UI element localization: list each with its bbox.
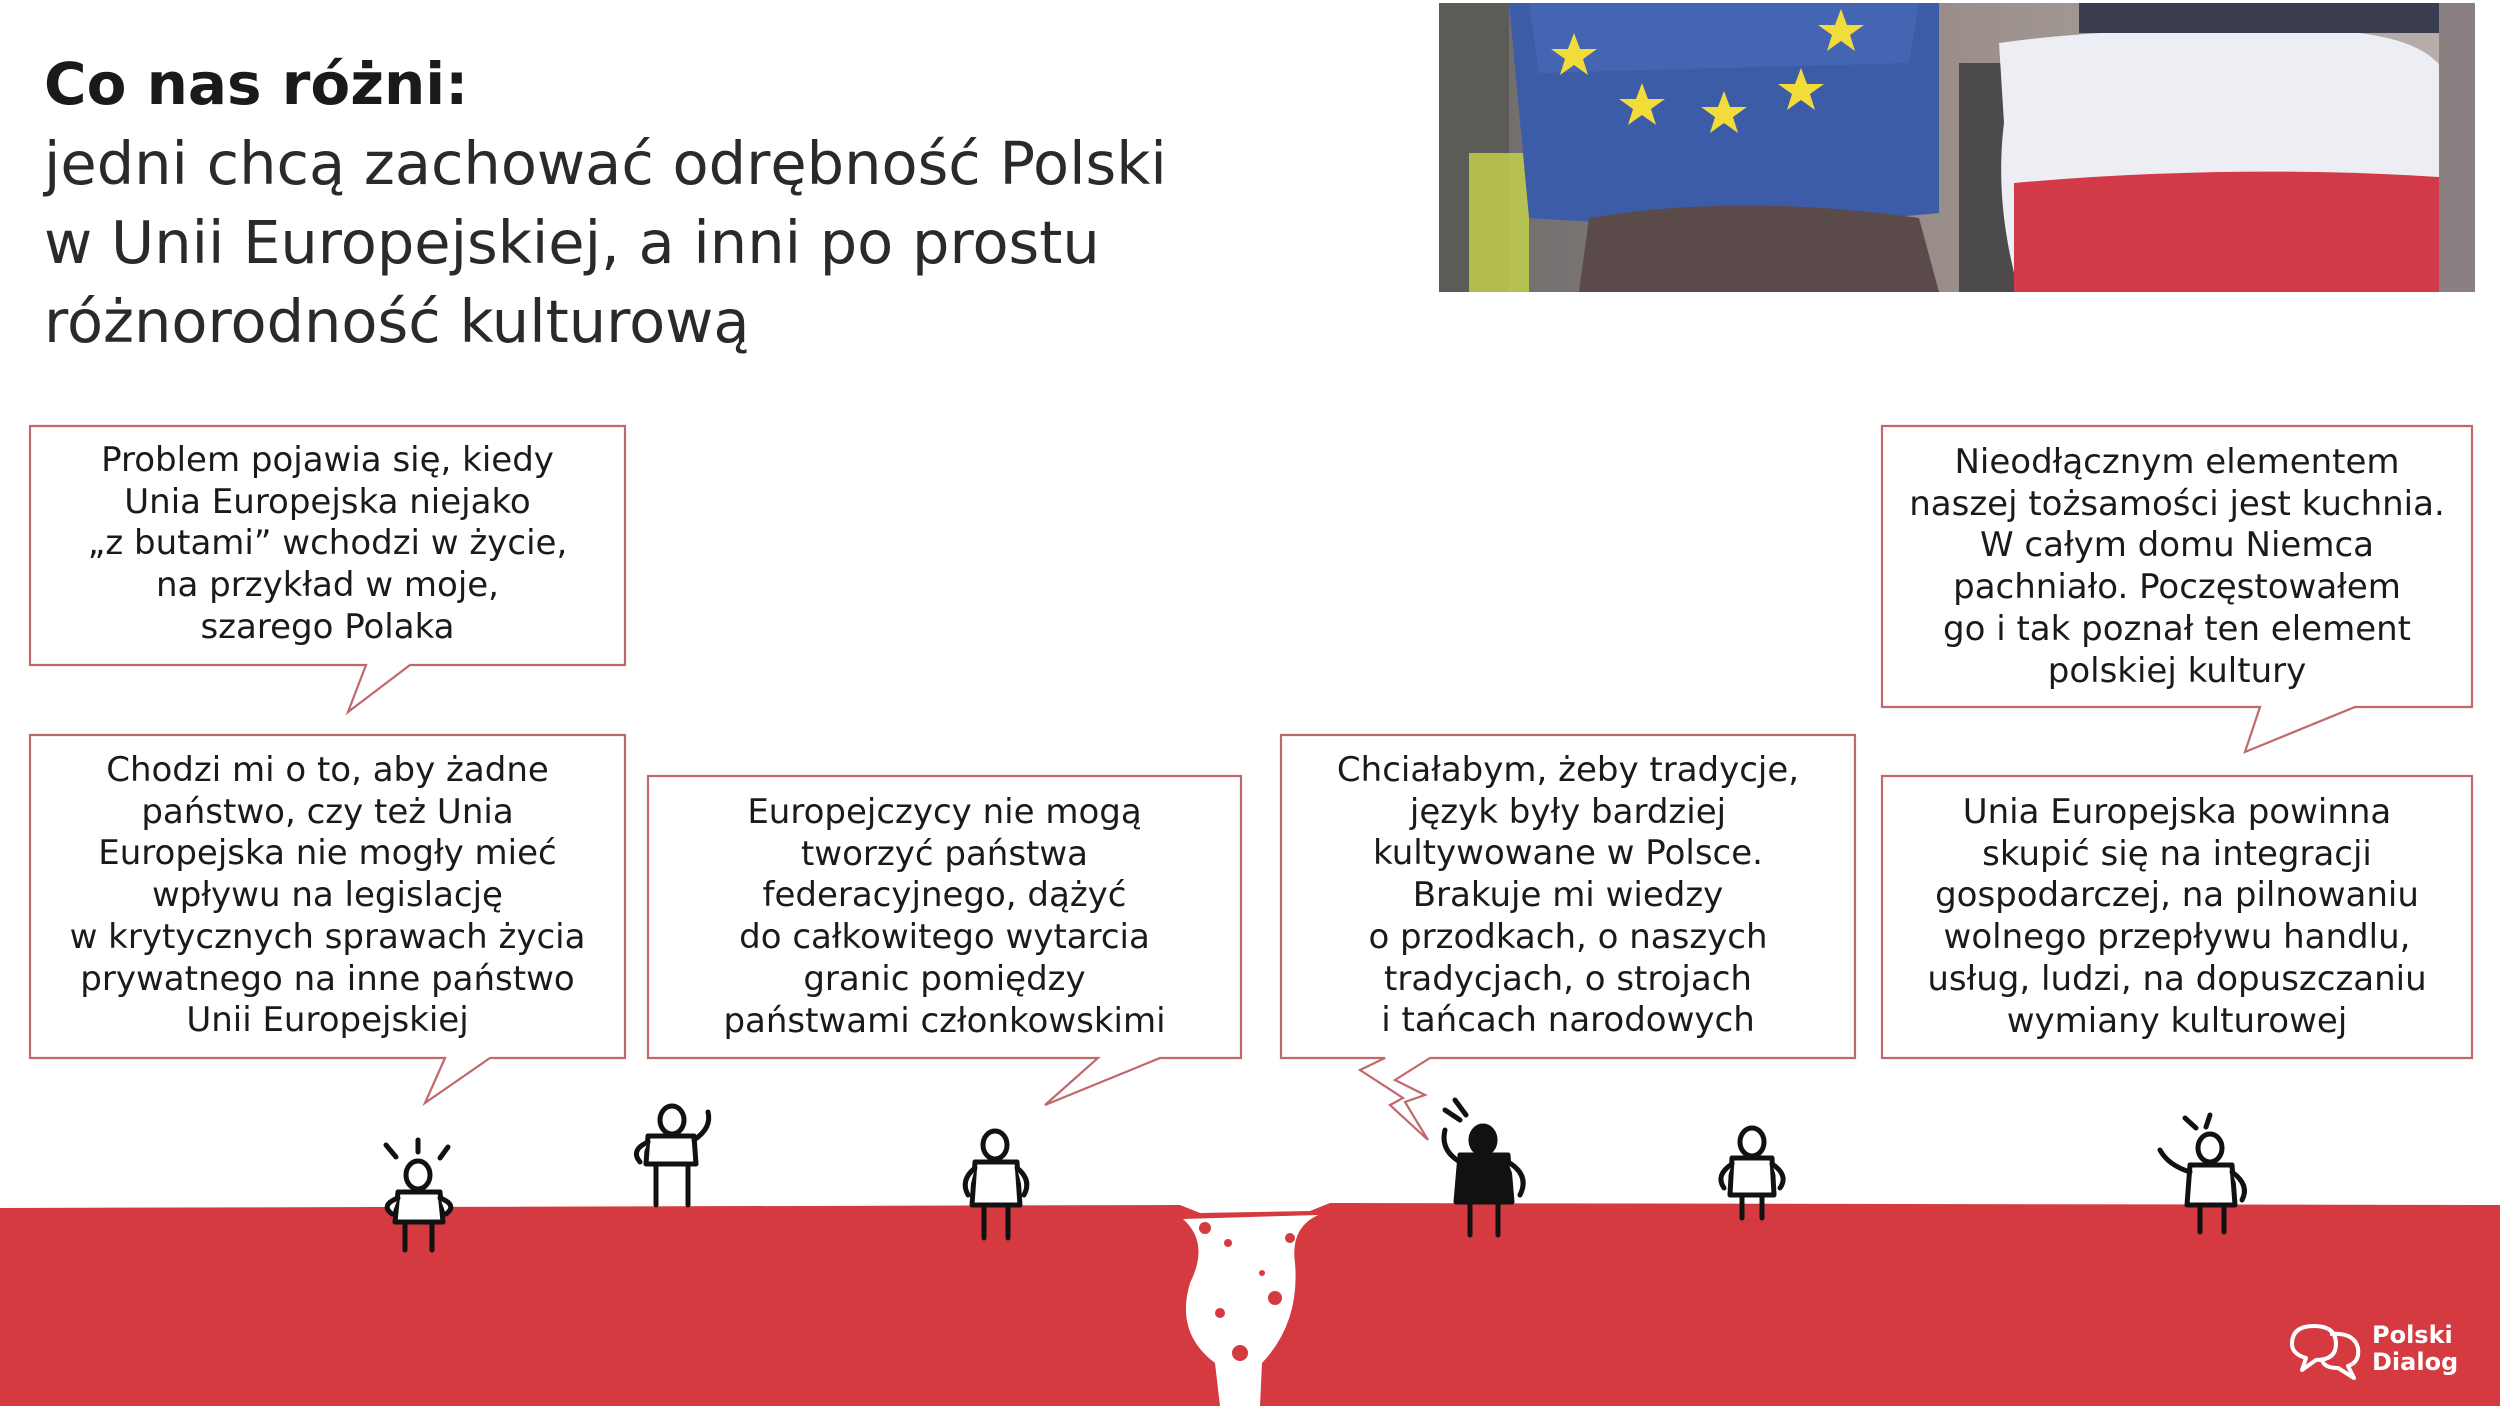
page-title: Co nas różni: bbox=[44, 50, 469, 118]
quote-5: Nieodłącznym elementem naszej tożsamości jest kuchnia. W całym domu Niemca pachniało. Poczęstowałem go i tak poznał ten element polskiej kultury bbox=[1909, 442, 2445, 691]
quote-2: Chodzi mi o to, aby żadne państwo, czy też Unia Europejska nie mogły mieć wpływu na legislację w krytycznych sprawach życia prywatnego na inne państwo Unii Europejskiej bbox=[69, 750, 586, 1041]
quote-3: Europejczycy nie mogą tworzyć państwa federacyjnego, dążyć do całkowitego wytarcia granic pomiędzy państwami członkowskimi bbox=[723, 792, 1166, 1041]
figure-3-icon bbox=[965, 1131, 1027, 1238]
figure-1-icon bbox=[386, 1140, 451, 1250]
page-subtitle: jedni chcą zachować odrębność Polski w Unii Europejskiej, a inni po prostu różnorodność kulturową bbox=[44, 129, 1167, 356]
quote-1: Problem pojawia się, kiedy Unia Europejska niejako „z butami” wchodzi w życie, na przykład w moje, szarego Polaka bbox=[87, 440, 568, 647]
figure-6-icon bbox=[2160, 1115, 2244, 1232]
figure-4-icon bbox=[1444, 1100, 1523, 1235]
quote-4: Chciałabym, żeby tradycje, język były bardziej kultywowane w Polsce. Brakuje mi wiedzy o przodkach, o naszych tradycjach, o strojach i tańcach narodowych bbox=[1336, 750, 1800, 1041]
quote-6: Unia Europejska powinna skupić się na integracji gospodarczej, na pilnowaniu wolnego przepływu handlu, usług, ludzi, na dopuszczaniu wymiany kulturowej bbox=[1927, 792, 2427, 1041]
logo-text: Polski Dialog bbox=[2372, 1321, 2459, 1376]
figure-2-icon bbox=[636, 1106, 708, 1205]
figure-5-icon bbox=[1721, 1128, 1783, 1218]
